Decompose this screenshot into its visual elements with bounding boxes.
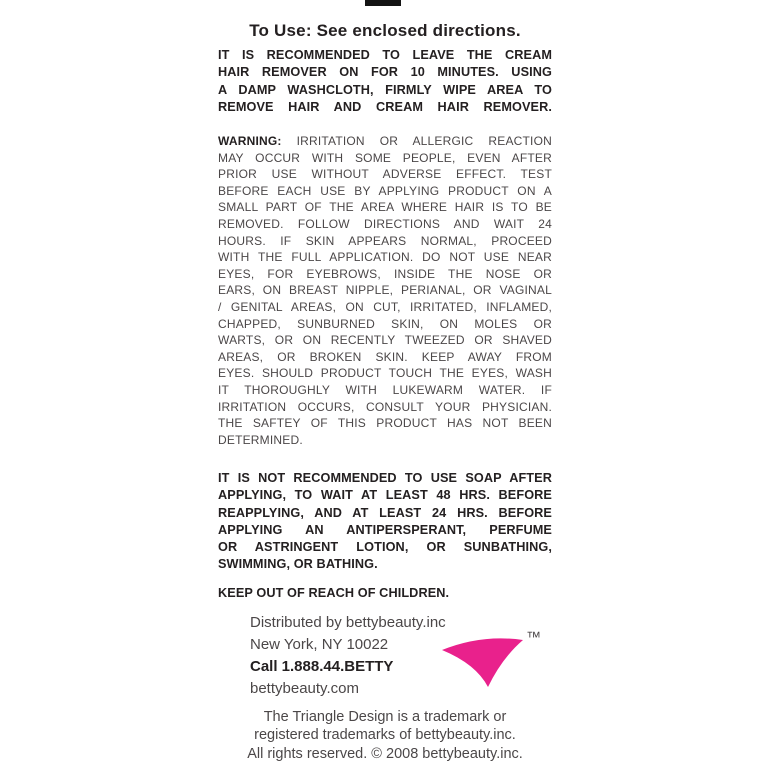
text-line: THE SAFTEY OF THIS PRODUCT HAS NOT BEEN xyxy=(218,416,552,431)
distributor-name: Distributed by bettybeauty.inc xyxy=(250,614,446,631)
text-line: SWIMMING, OR BATHING. xyxy=(218,557,378,572)
text-line: WARTS, OR ON RECENTLY TWEEZED OR SHAVED xyxy=(218,333,552,348)
text-line: SMALL PART OF THE AREA WHERE HAIR IS TO BE xyxy=(218,200,552,215)
text-line: AREAS, OR BROKEN SKIN. KEEP AWAY FROM xyxy=(218,349,552,364)
to-use-heading: To Use: See enclosed directions. xyxy=(249,21,521,40)
text-line: IRRITATION OCCURS, CONSULT YOUR PHYSICIAN. xyxy=(218,399,552,414)
text-line: WITH THE FULL APPLICATION. DO NOT USE NEAR xyxy=(218,250,552,265)
text-line: REAPPLYING, AND AT LEAST 24 HRS. BEFORE xyxy=(218,505,552,520)
warning-lines xyxy=(218,150,552,449)
warning-first-line-rest: IRRITATION OR ALLERGIC REACTION xyxy=(296,134,552,148)
triangle-logo xyxy=(436,633,532,691)
text-line: EYES, FOR EYEBROWS, INSIDE THE NOSE OR xyxy=(218,266,552,281)
distributor-address: New York, NY 10022 xyxy=(250,636,389,653)
advisory-paragraph xyxy=(218,470,552,574)
footer-lines xyxy=(218,708,552,763)
text-line: OR ASTRINGENT LOTION, OR SUNBATHING, xyxy=(218,540,552,555)
text-line: registered trademarks of bettybeauty.inc. xyxy=(254,727,516,744)
top-black-bar xyxy=(365,0,401,6)
text-line: PRIOR USE WITHOUT ADVERSE EFFECT. TEST xyxy=(218,167,552,182)
advisory-lines xyxy=(218,470,552,574)
text-line: IT IS RECOMMENDED TO LEAVE THE CREAM xyxy=(218,48,552,62)
distributor-website: bettybeauty.com xyxy=(250,680,359,697)
text-line: All rights reserved. © 2008 bettybeauty.inc. xyxy=(247,745,523,762)
keep-out-of-reach-text: KEEP OUT OF REACH OF CHILDREN. xyxy=(218,586,450,600)
text-line: A DAMP WASHCLOTH, FIRMLY WIPE AREA TO xyxy=(218,82,552,97)
triangle-icon xyxy=(436,633,532,691)
text-line: REMOVE HAIR AND CREAM HAIR REMOVER. xyxy=(218,99,552,114)
distributor-phone: Call 1.888.44.BETTY xyxy=(250,658,394,675)
footer-legal xyxy=(218,708,552,763)
text-line: REMOVED. FOLLOW DIRECTIONS AND WAIT 24 xyxy=(218,216,552,231)
warning-first-line xyxy=(218,133,552,150)
text-line: HAIR REMOVER ON FOR 10 MINUTES. USING xyxy=(218,65,552,80)
text-line: BEFORE EACH USE BY APPLYING PRODUCT ON A xyxy=(218,183,552,198)
text-line: APPLYING, TO WAIT AT LEAST 48 HRS. BEFORE xyxy=(218,488,552,503)
warning-paragraph xyxy=(218,133,552,448)
text-line: EYES. SHOULD PRODUCT TOUCH THE EYES, WASH xyxy=(218,366,552,381)
text-line: CHAPPED, SUNBURNED SKIN, ON MOLES OR xyxy=(218,316,552,331)
intro-paragraph xyxy=(218,47,552,116)
text-line: / GENITAL AREAS, ON CUT, IRRITATED, INFLAMED, xyxy=(218,299,552,314)
warning-label: WARNING: xyxy=(218,134,282,148)
text-line: EARS, ON BREAST NIPPLE, PERIANAL, OR VAGINAL xyxy=(218,283,552,298)
text-line: MAY OCCUR WITH SOME PEOPLE, EVEN AFTER xyxy=(218,150,552,165)
text-line: DETERMINED. xyxy=(218,432,303,447)
text-line: The Triangle Design is a trademark or xyxy=(263,709,507,725)
triangle-shape xyxy=(442,638,523,687)
text-line: IT THOROUGHLY WITH LUKEWARM WATER. IF xyxy=(218,382,552,397)
text-line: IT IS NOT RECOMMENDED TO USE SOAP AFTER xyxy=(218,471,552,485)
trademark-symbol: ™ xyxy=(526,629,541,646)
text-line: HOURS. IF SKIN APPEARS NORMAL, PROCEED xyxy=(218,233,552,248)
intro-lines xyxy=(218,47,552,116)
text-line: APPLYING AN ANTIPERSPERANT, PERFUME xyxy=(218,522,552,537)
